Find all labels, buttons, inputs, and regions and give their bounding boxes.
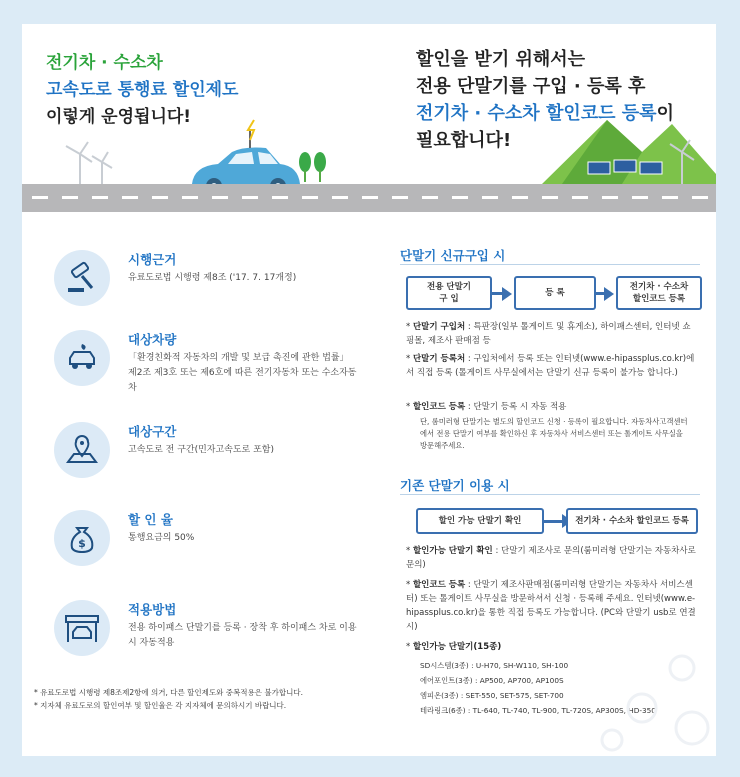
hero-left-line3: 이렇게 운영됩니다!	[46, 107, 192, 127]
eco-car-icon	[54, 330, 110, 386]
svg-text:$: $	[78, 537, 86, 550]
item-title: 대상구간	[128, 424, 177, 439]
arrow-right-icon	[502, 287, 512, 301]
mountain-solar-icon	[542, 120, 716, 184]
item-title: 적용방법	[128, 602, 177, 617]
electric-car-icon	[192, 120, 300, 194]
existing-title: 기존 단말기 이용 시	[400, 478, 510, 493]
flow-step-register: 등 록	[514, 276, 596, 310]
footnotes	[34, 686, 303, 712]
hero-right-line1: 할인을 받기 위해서는	[416, 49, 586, 70]
bullet-discount-code: * 할인코드 등록 : 단말기 등록 시 자동 적용	[406, 402, 567, 412]
item-title: 대상차량	[128, 332, 177, 347]
hero-left-line1: 전기차 · 수소차	[46, 53, 163, 73]
item-title: 시행근거	[128, 252, 177, 267]
model-row: 에어포인트(3종) : AP500, AP700, AP100S	[420, 676, 564, 685]
decorative-pattern	[582, 648, 716, 756]
flow-step-discount-code: 전기차 · 수소차 할인코드 등록	[616, 276, 702, 310]
item-desc: 유료도로법 시행령 제8조 ('17. 7. 17개정)	[128, 273, 297, 283]
road-strip	[22, 184, 716, 212]
hipass-gate-icon	[54, 600, 110, 656]
tree-icon	[299, 152, 326, 182]
model-row: 테라링크(6종) : TL-640, TL-740, TL-900, TL-720S, AP300S, HD-350	[420, 706, 656, 715]
wind-turbine-icon	[66, 142, 112, 186]
gavel-icon	[54, 250, 110, 306]
new-purchase-title: 단말기 신규구입 시	[400, 248, 506, 263]
bullet-purchase-place: * 단말기 구입처 : 특판장(일부 톨게이트 및 휴게소), 하이패스센터, 인터넷 쇼핑몰, 제조사 판매점 등	[406, 322, 691, 346]
map-pin-icon	[54, 422, 110, 478]
hero-banner	[22, 24, 716, 214]
infographic-card	[22, 24, 716, 756]
item-desc: 고속도로 전 구간(민자고속도로 포함)	[128, 445, 275, 455]
divider	[400, 494, 700, 495]
hero-left-line2: 고속도로 통행료 할인제도	[46, 80, 239, 100]
model-row: 엠피온(3종) : SET-550, SET-575, SET-700	[420, 691, 564, 700]
model-row: SD시스템(3종) : U-H70, SH-W110, SH-100	[420, 661, 569, 670]
flow-step-purchase: 전용 단말기 구 입	[406, 276, 492, 310]
arrow-shaft	[544, 520, 564, 523]
hero-right-line2: 전용 단말기를 구입 · 등록 후	[416, 76, 646, 97]
item-title: 할 인 율	[128, 512, 173, 527]
hero-right-line4: 필요합니다!	[416, 130, 512, 151]
bullet-device-list: * 할인가능 단말기(15종)	[406, 642, 502, 652]
hero-right-line3-blue: 전기차 · 수소차 할인코드 등록	[416, 103, 657, 124]
footnote: * 지자체 유료도로의 할인여부 및 할인율은 각 지자체에 문의하시기 바랍니다.	[34, 701, 287, 710]
bullet-check-device: * 할인가능 단말기 확인 : 단말기 제조사로 문의(룸미러형 단말기는 자동차사로 문의)	[406, 546, 696, 570]
hero-right-line3-tail: 이	[656, 103, 674, 124]
divider	[400, 264, 700, 265]
item-desc: 전용 하이패스 단말기를 등록 · 장착 후 하이패스 차로 이용 시 자동적용	[128, 623, 357, 648]
bullet-register-place: * 단말기 등록처 : 구입처에서 등록 또는 인터넷(www.e-hipassplus.co.kr)에서 직접 등록 (톨게이트 사무실에서는 단말기 신규 등록이 불가능 합니다.)	[406, 354, 695, 378]
flow-step-check-device: 할인 가능 단말기 확인	[416, 508, 544, 534]
bullet-register-code: * 할인코드 등록 : 단말기 제조사판매점(룸미러형 단말기는 자동차사 서비스센터) 또는 톨게이트 사무실을 방문하셔서 신청 · 등록해 주세요. 인터넷(www.e-hipassplus.co.kr)을 통한 직접 등록도 가능합니다. (PC와 단말기 usb로 연결시)	[406, 580, 696, 632]
footnote: * 유료도로법 시행령 제8조제2항에 의거, 다른 할인제도와 중복적용은 불가합니다.	[34, 688, 303, 697]
arrow-right-icon	[604, 287, 614, 301]
flow-step-register-code: 전기차 · 수소차 할인코드 등록	[566, 508, 698, 534]
money-bag-icon	[54, 510, 110, 566]
sub-note: 단, 롬미러형 단말기는 별도의 할인코드 신청 · 등록이 필요합니다. 자동차사고객센터에서 전용 단말기 여부를 확인하신 후 자동차사 서비스센터 또는 톨게이트 사무실을 방문해주세요.	[420, 417, 688, 450]
item-desc: 「환경친화적 자동차의 개발 및 보급 촉진에 관한 법률」 제2조 제3호 또는 제6호에 따른 전기자동차 또는 수소자동차	[128, 353, 357, 393]
item-desc: 통행요금의 50%	[128, 533, 195, 543]
